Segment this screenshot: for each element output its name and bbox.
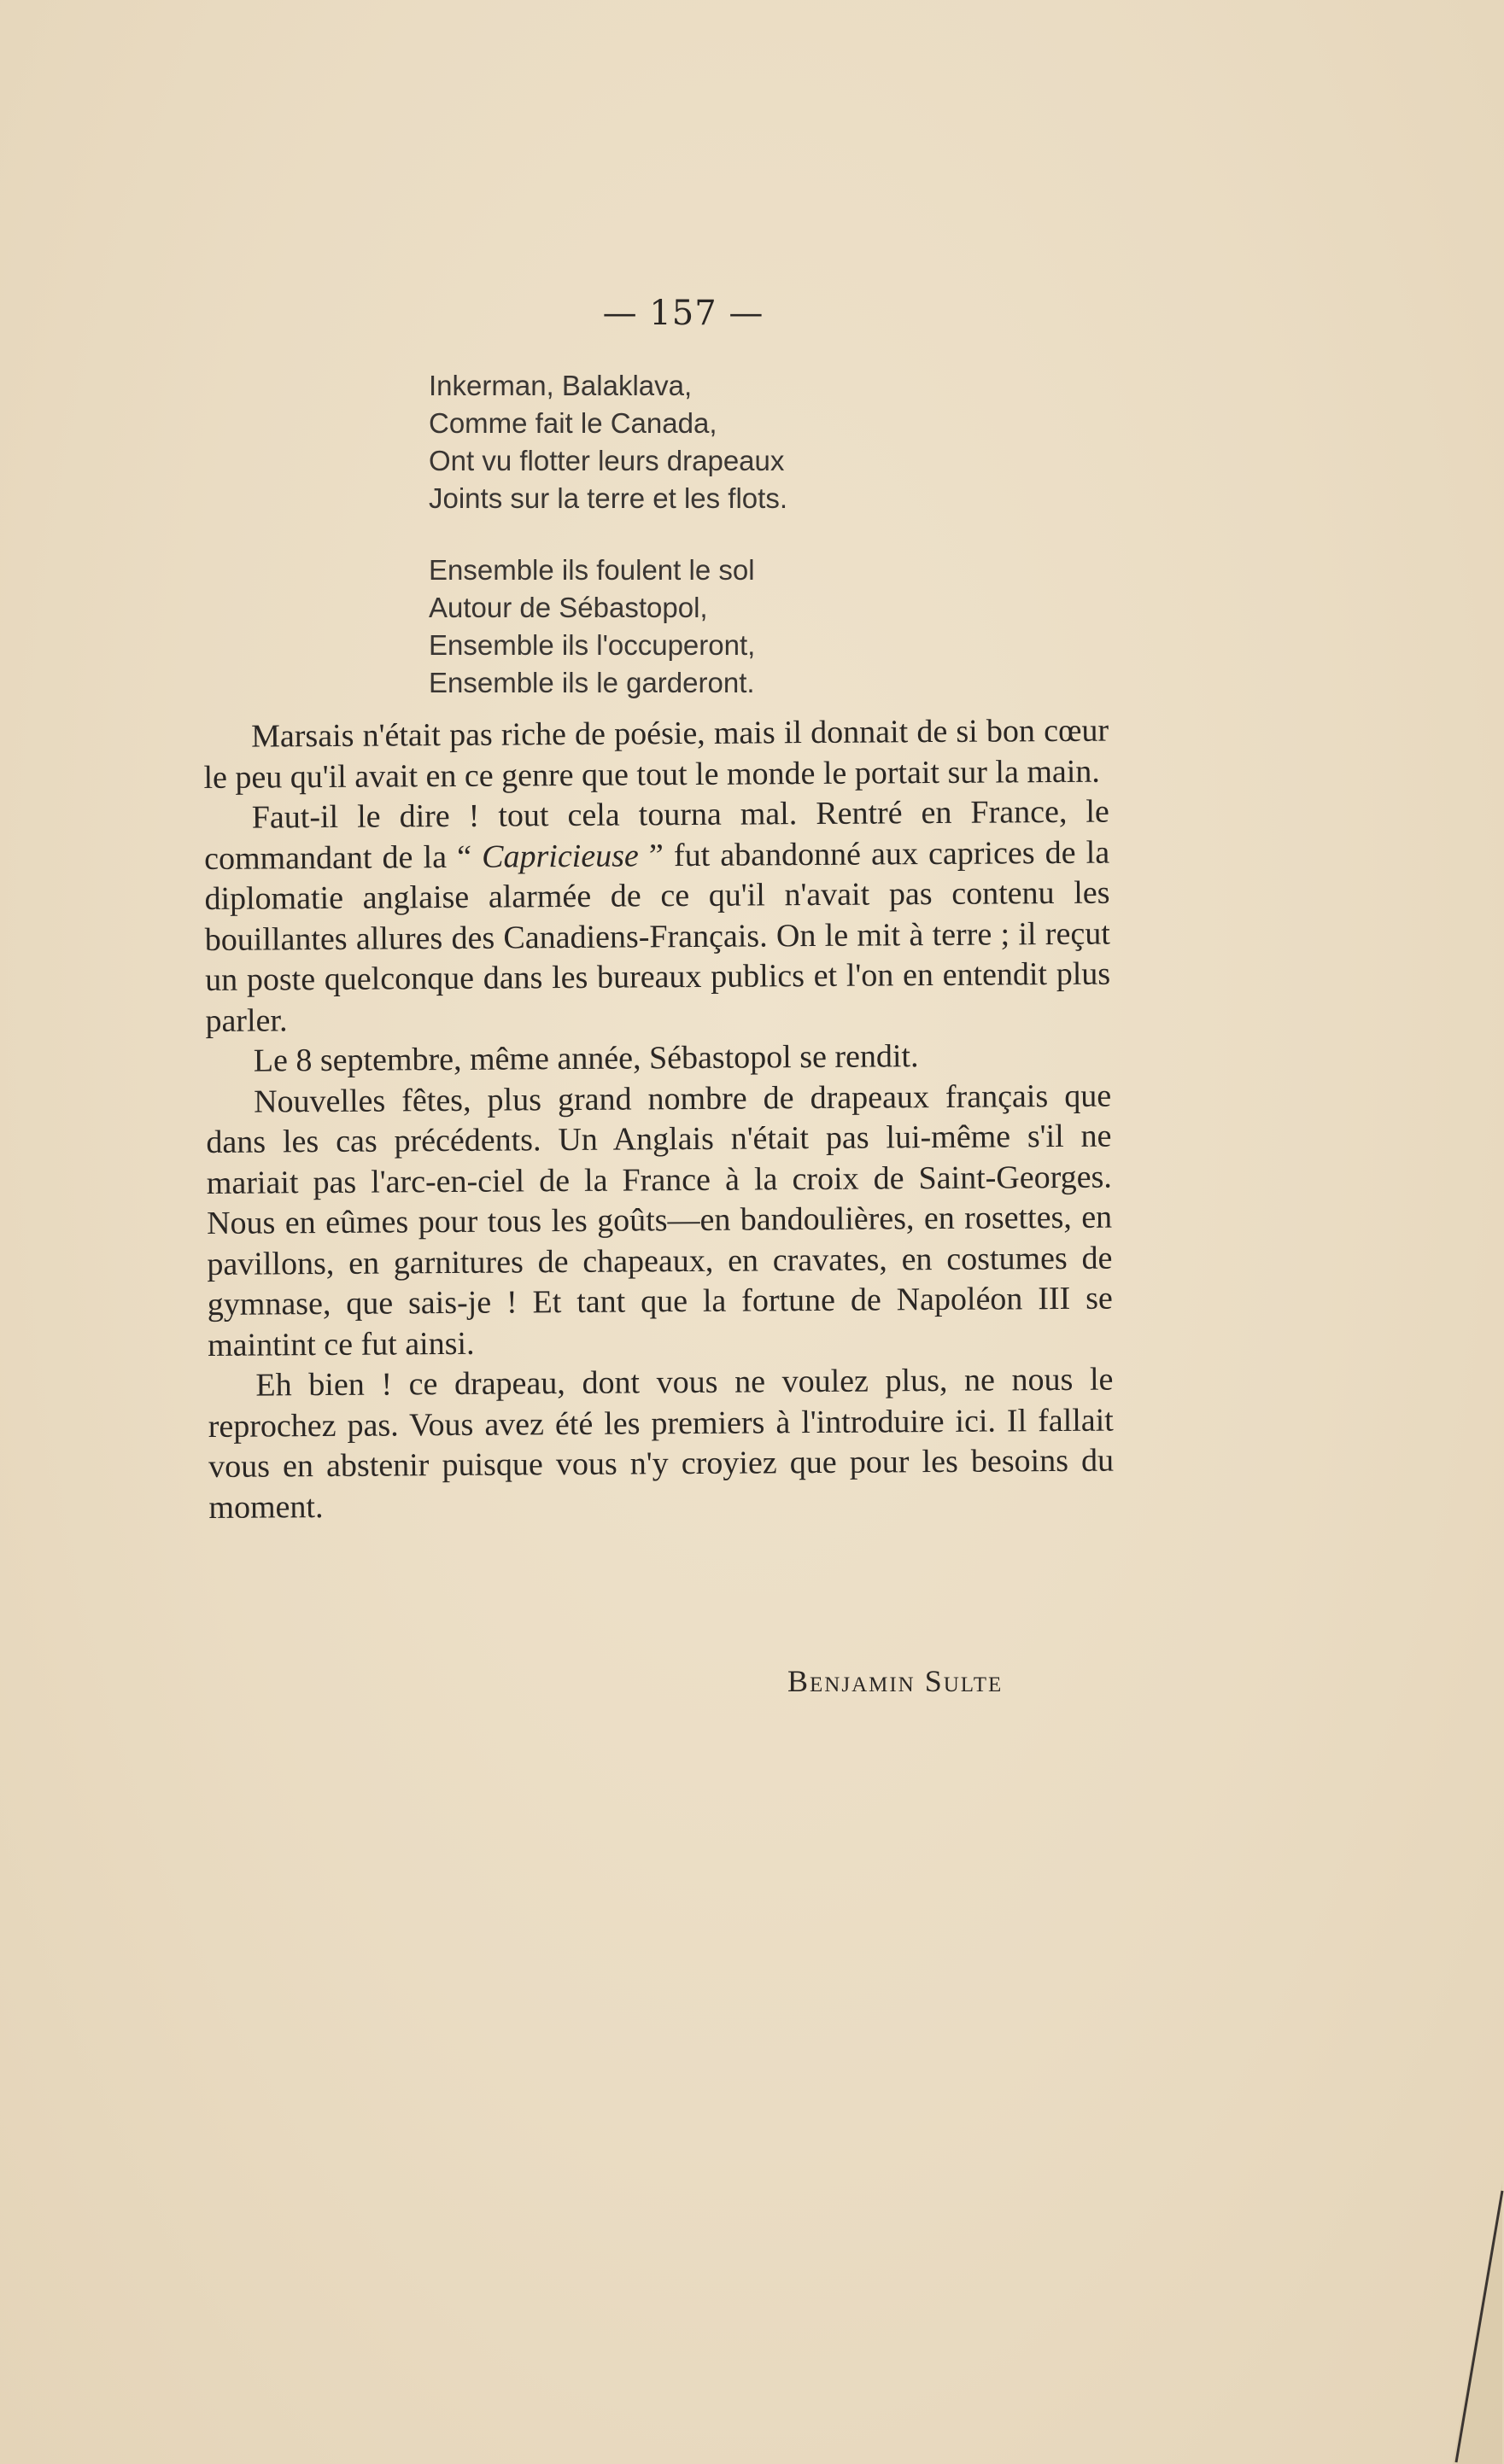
paragraph-text: Faut-il le dire ! tout cela tourna mal. Rentré en France, le commandant de la “ [204, 793, 1109, 877]
verse-stanza-1 [429, 367, 787, 517]
page-number: — 157 — [602, 294, 764, 333]
paragraph: Eh bien ! ce drapeau, dont vous ne voulez plus, ne nous le reprochez pas. Vous avez été les premiers à l'introduire ici. Il fallait vous en abstenir puisque vous n'y croyiez que pour les besoins du moment. [208, 1361, 1115, 1526]
verse-line: Ensemble ils le garderont. [429, 667, 755, 698]
body-text [203, 711, 1115, 1528]
verse-line: Comme fait le Canada, [429, 407, 717, 439]
paragraph: Nouvelles fêtes, plus grand nombre de drapeaux français que dans les cas précédents. Un Anglais n'était pas lui-même s'il ne mariait pas l'arc-en-ciel de la France à la croix de Saint-Georges. Nous en eûmes pour tous les goûts—en bandoulières, en rosettes, en pavillons, en garnitures de chapeaux, en cravates, en costumes de gymnase, que sais-je ! Et tant que la fortune de Napoléon III se maintint ce fut ainsi. [206, 1077, 1113, 1363]
paragraph: Marsais n'était pas riche de poésie, mais il donnait de si bon cœur le peu qu'il avait en ce genre que tout le monde le portait sur la main. [203, 712, 1109, 796]
paragraph [204, 792, 1111, 1042]
verse-line: Ensemble ils foulent le sol [429, 554, 755, 586]
author-signature: Benjamin Sulte [787, 1664, 1004, 1698]
ship-name: Capricieuse [482, 837, 639, 875]
paragraph-text: ” fut abandonné aux caprices de la diplomatie anglaise alarmée de ce qu'il n'avait pas contenu les bouillantes allures des Canadiens-Français. On le mit à terre ; il reçut un poste quelconque dans les bureaux publics et l'on en entendit plus parler. [204, 834, 1111, 1039]
verse-line: Inkerman, Balaklava, [429, 370, 693, 401]
page-edge-mark [1427, 2182, 1504, 2464]
verse-line: Autour de Sébastopol, [429, 592, 708, 623]
verse-stanza-2 [429, 552, 755, 702]
paragraph: Le 8 septembre, même année, Sébastopol se rendit. [253, 1038, 919, 1079]
verse-line: Ont vu flotter leurs drapeaux [429, 445, 785, 476]
verse-line: Ensemble ils l'occuperont, [429, 629, 756, 661]
verse-line: Joints sur la terre et les flots. [429, 482, 787, 514]
